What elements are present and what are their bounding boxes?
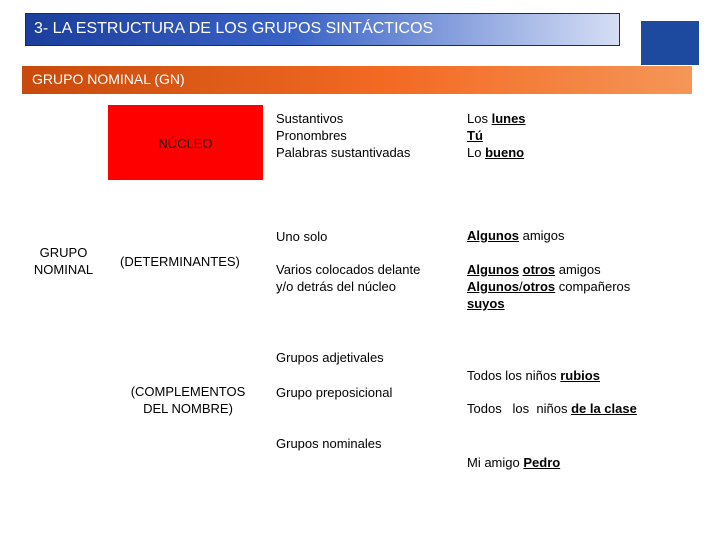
- determinantes-example-varios-1: [467, 261, 630, 278]
- nucleo-types: [276, 110, 410, 161]
- example-highlight: suyos: [467, 296, 505, 311]
- nucleo-label: NÚCLEO: [158, 136, 213, 151]
- slide-title: 3- LA ESTRUCTURA DE LOS GRUPOS SINTÁCTICOS: [34, 20, 434, 37]
- nucleo-example-1: [467, 110, 526, 127]
- determinantes-example-varios-3: [467, 295, 630, 312]
- nucleo-type-pronombres: Pronombres: [276, 128, 347, 143]
- example-text: amigos: [519, 228, 565, 243]
- left-label-line2: NOMINAL: [33, 262, 94, 277]
- complementos-example-prep: [467, 400, 637, 417]
- example-text: Lo: [467, 145, 486, 160]
- example-text: Todos los niños: [467, 401, 572, 416]
- example-text: Los: [467, 111, 492, 126]
- nucleo-example-3: [467, 144, 526, 161]
- example-text: Mi amigo: [467, 455, 524, 470]
- determinantes-example-uno: [467, 227, 565, 244]
- example-text: Todos los niños: [467, 368, 561, 383]
- determinantes-label: (DETERMINANTES): [120, 254, 240, 269]
- section-title: GRUPO NOMINAL (GN): [32, 71, 185, 87]
- nucleo-type-sustantivadas: Palabras sustantivadas: [276, 145, 411, 160]
- example-highlight: de la clase: [571, 401, 637, 416]
- example-highlight: otros: [522, 262, 556, 277]
- nucleo-type-sustantivos: Sustantivos: [276, 111, 344, 126]
- example-text: compañeros: [555, 279, 631, 294]
- example-highlight: otros: [522, 279, 556, 294]
- example-highlight: Algunos: [467, 279, 519, 294]
- example-highlight: Pedro: [523, 455, 561, 470]
- determinantes-varios: [276, 261, 420, 295]
- determinantes-example-varios: [467, 261, 630, 312]
- example-highlight: Algunos: [467, 262, 519, 277]
- example-highlight: rubios: [560, 368, 600, 383]
- complementos-adjetivales: Grupos adjetivales: [276, 350, 384, 365]
- nucleo-example-2: [467, 127, 526, 144]
- left-label-line1: GRUPO: [39, 245, 88, 260]
- nucleo-examples: [467, 110, 526, 161]
- complementos-label: [108, 383, 268, 417]
- complementos-label-line2: DEL NOMBRE): [143, 401, 233, 416]
- example-separator: /: [519, 279, 523, 294]
- complementos-example-nom: [467, 454, 560, 471]
- corner-square-decoration: [641, 21, 699, 65]
- determinantes-uno-solo: Uno solo: [276, 229, 328, 244]
- complementos-example-adj: [467, 367, 600, 384]
- example-highlight: Tú: [467, 128, 483, 143]
- example-text: amigos: [555, 262, 601, 277]
- example-highlight: bueno: [485, 145, 525, 160]
- example-highlight: Algunos: [467, 228, 519, 243]
- complementos-nominales: Grupos nominales: [276, 436, 382, 451]
- determinantes-varios-line1: Varios colocados delante: [276, 262, 421, 277]
- left-label-grupo-nominal: [26, 244, 101, 278]
- example-highlight: lunes: [491, 111, 526, 126]
- determinantes-varios-line2: y/o detrás del núcleo: [276, 279, 396, 294]
- determinantes-example-varios-2: [467, 278, 630, 295]
- complementos-label-line1: (COMPLEMENTOS: [130, 384, 246, 399]
- complementos-preposicional: Grupo preposicional: [276, 385, 393, 400]
